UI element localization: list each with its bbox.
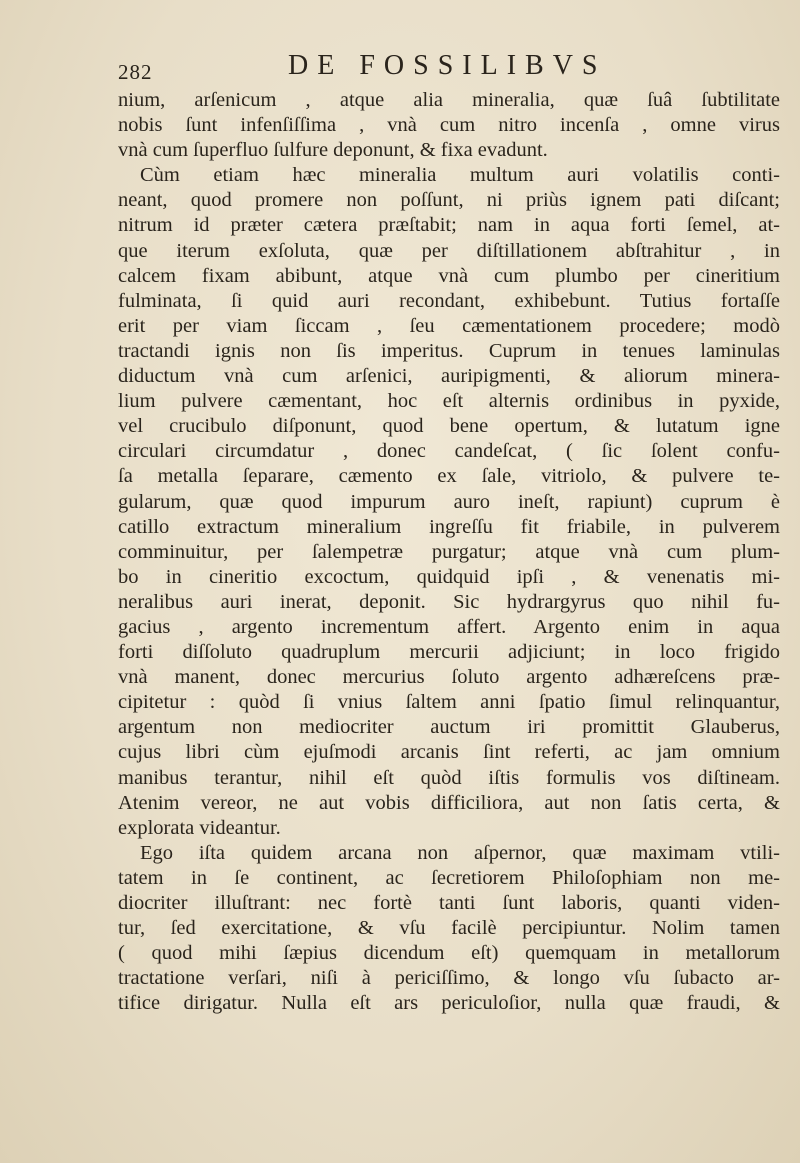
text-line: vnà manent, donec mercurius ſoluto argento adhæreſcens præ-	[118, 666, 780, 689]
text-line: tractandi ignis non ſis imperitus. Cuprum in tenues laminulas	[118, 339, 780, 362]
body-text	[118, 88, 780, 1016]
text-line: neralibus auri inerat, deponit. Sic hydrargyrus quo nihil fu-	[118, 590, 780, 613]
text-line: erit per viam ſiccam , ſeu cæmentationem procedere; modò	[118, 314, 780, 337]
text-line: nitrum id præter cætera præſtabit; nam in aqua forti ſemel, at-	[118, 214, 780, 237]
text-line: nium, arſenicum , atque alia mineralia, quæ ſuâ ſubtilitate	[118, 89, 780, 111]
text-line: argentum non mediocriter auctum iri promittit Glauberus,	[118, 716, 780, 739]
text-line: bo in cineritio excoctum, quidquid ipſi , & venenatis mi-	[118, 565, 780, 588]
text-line: Ego iſta quidem arcana non aſpernor, quæ maximam vtili-	[140, 841, 780, 864]
text-line: Atenim vereor, ne aut vobis difficiliora, aut non ſatis certa, &	[118, 791, 780, 814]
text-line: circulari circumdatur , donec candeſcat, ( ſic ſolent confu-	[118, 440, 780, 463]
page-header	[118, 50, 758, 90]
text-line: forti diſſoluto quadruplum mercurii adjiciunt; in loco frigido	[118, 641, 780, 664]
text-line: nobis ſunt infenſiſſima , vnà cum nitro incenſa , omne virus	[118, 114, 780, 137]
text-line: ſa metalla ſeparare, cæmento ex ſale, vitriolo, & pulvere te-	[118, 465, 780, 488]
text-line: comminuitur, per ſalempetræ purgatur; atque vnà cum plum-	[118, 540, 780, 563]
text-line: vel crucibulo diſponunt, quod bene opertum, & lutatum igne	[118, 415, 780, 438]
text-line: cujus libri cùm ejuſmodi arcanis ſint referti, ac jam omnium	[118, 741, 780, 764]
text-line: gacius , argento incrementum affert. Argento enim in aqua	[118, 615, 780, 638]
text-line: manibus terantur, nihil eſt quòd iſtis formulis vos diſtineam.	[118, 766, 780, 789]
text-line: vnà cum ſuperfluo ſulfure deponunt, & fixa evadunt.	[118, 139, 548, 162]
running-title: DE FOSSILIBVS	[288, 50, 607, 81]
text-line: ( quod mihi ſæpius dicendum eſt) quemquam in metallorum	[118, 942, 780, 965]
text-line: tractatione verſari, niſi à periciſſimo, & longo vſu ſubacto ar-	[118, 967, 780, 990]
text-line: Cùm etiam hæc mineralia multum auri volatilis conti-	[140, 164, 780, 187]
text-line: cipitetur : quòd ſi vnius ſaltem anni ſpatio ſimul relinquantur,	[118, 691, 780, 714]
text-line: explorata videantur.	[118, 816, 281, 839]
text-line: gularum, quæ quod impurum auro ineſt, rapiunt) cuprum è	[118, 490, 780, 513]
text-line: tur, ſed exercitatione, & vſu facilè percipiuntur. Nolim tamen	[118, 917, 780, 940]
text-line: diductum vnà cum arſenici, auripigmenti, & aliorum minera-	[118, 365, 780, 388]
text-line: tatem in ſe continent, ac ſecretiorem Philoſophiam non me-	[118, 866, 780, 889]
text-line: que iterum exſoluta, quæ per diſtillationem abſtrahitur , in	[118, 239, 780, 262]
text-line: lium pulvere cæmentant, hoc eſt alternis ordinibus in pyxide,	[118, 390, 780, 413]
text-line: tifice dirigatur. Nulla eſt ars periculoſior, nulla quæ fraudi, &	[118, 992, 780, 1015]
text-line: fulminata, ſi quid auri recondant, exhibebunt. Tutius fortaſſe	[118, 289, 780, 312]
text-line: calcem fixam abibunt, atque vnà cum plumbo per cineritium	[118, 264, 780, 287]
text-line: catillo extractum mineralium ingreſſu fit friabile, in pulverem	[118, 515, 780, 538]
text-line: diocriter illuſtrant: nec fortè tanti ſunt laboris, quanti viden-	[118, 892, 780, 914]
page-number: 282	[118, 60, 153, 84]
text-line: neant, quod promere non poſſunt, ni priùs ignem pati diſcant;	[118, 189, 780, 212]
